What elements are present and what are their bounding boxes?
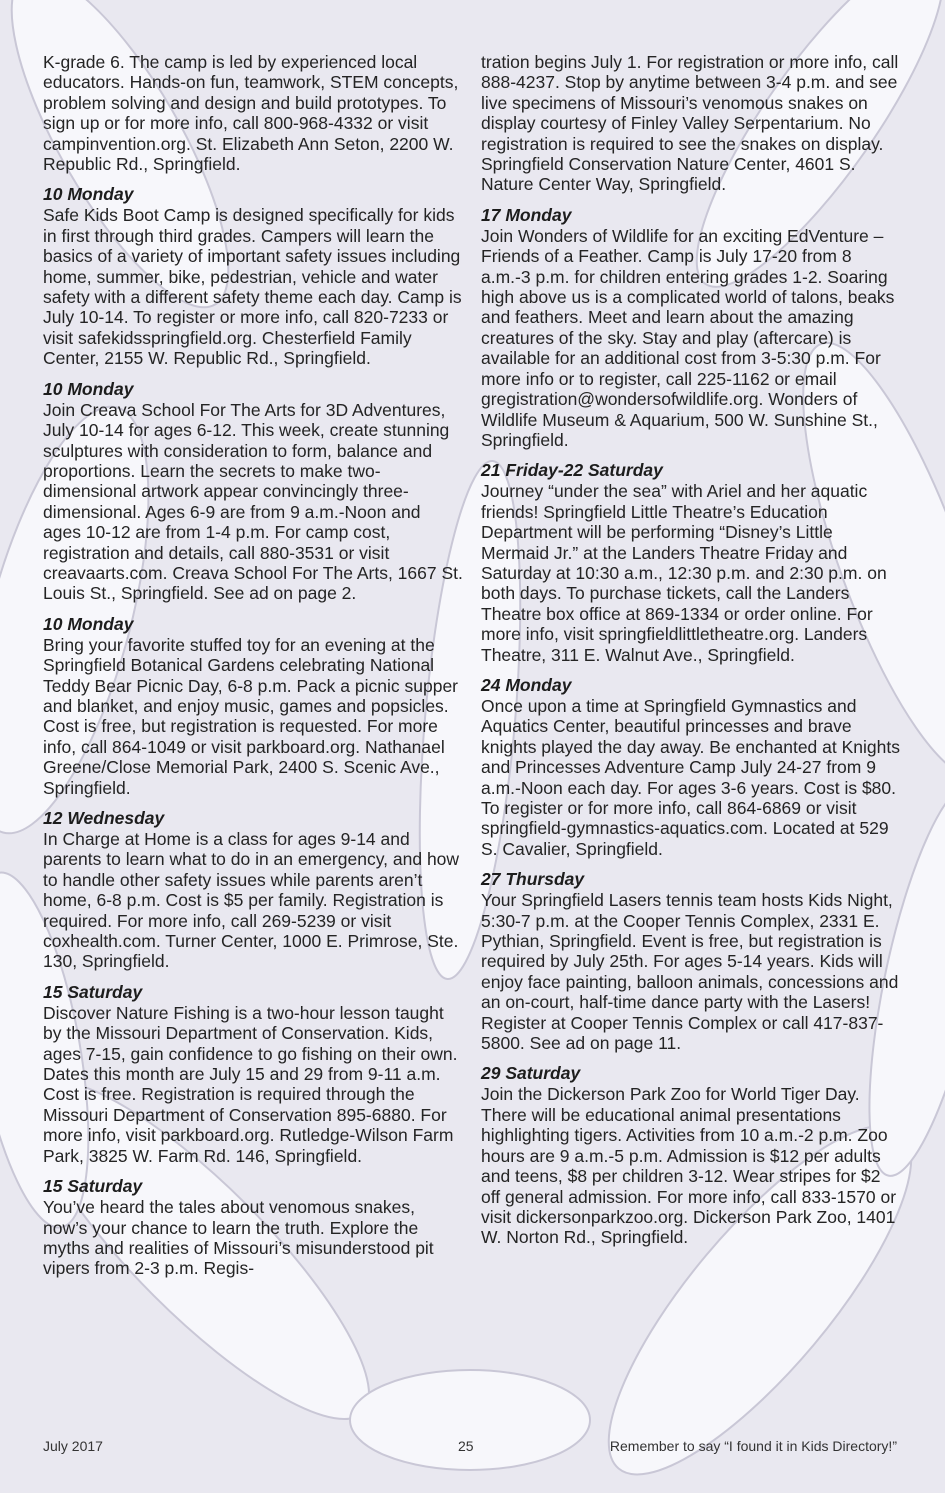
event-description: Join Creava School For The Arts for 3D Adventures, July 10-14 for ages 6-12. This week, create stunning sculptures with consideration to form, balance and proportions. Learn the secrets to make two-dimensional artwork appear convincingly three-dimensional. Ages 6-9 are from 9 a.m.-Noon and ages 10-12 are from 1-4 p.m. For camp cost, registration and details, call 880-3531 or visit creavaarts.com. Creava School For The Arts, 1667 St. Louis St., Springfield. See ad on page 2. bbox=[43, 399, 463, 604]
right-column bbox=[481, 52, 901, 1258]
event-date: 21 Friday-22 Saturday bbox=[481, 460, 663, 481]
left-column bbox=[43, 52, 463, 1289]
entry-text: K-grade 6. The camp is led by experienced local educators. Hands-on fun, teamwork, STEM concepts, problem solving and design and build prototypes. To sign up or for more info, call 800-968-4332 or visit campinvention.org. St. Elizabeth Ann Seton, 2200 W. Republic Rd., Springfield. bbox=[43, 52, 459, 175]
event-description: Journey “under the sea” with Ariel and her aquatic friends! Springfield Little Theatre’s Education Department will be performing “Disney’s Little Mermaid Jr.” at the Landers Theatre Friday and Saturday at 10:30 a.m., 12:30 p.m. and 2:30 p.m. on both days. To purchase tickets, call the Landers Theatre box office at 869-1334 or order online. For more info, visit springfieldlittletheatre.org. Landers Theatre, 311 E. Walnut Ave., Springfield. bbox=[481, 481, 887, 665]
footer-issue-date: July 2017 bbox=[43, 1438, 103, 1454]
event-entry bbox=[481, 1063, 901, 1247]
event-entry bbox=[43, 808, 463, 972]
continued-entry bbox=[43, 52, 463, 174]
event-entry bbox=[43, 982, 463, 1166]
event-entry bbox=[43, 379, 463, 604]
event-date: 29 Saturday bbox=[481, 1063, 581, 1084]
event-date: 15 Saturday bbox=[43, 1176, 143, 1197]
event-description: In Charge at Home is a class for ages 9-14 and parents to learn what to do in an emergency, and how to handle other safety issues while parents aren’t home, 6-8 p.m. Cost is $5 per family. Registration is required. For more info, call 269-5239 or visit coxhealth.com. Turner Center, 1000 E. Primrose, Ste. 130, Springfield. bbox=[43, 829, 460, 972]
continued-entry bbox=[481, 52, 901, 195]
event-date: 10 Monday bbox=[43, 613, 134, 634]
event-date: 12 Wednesday bbox=[43, 808, 165, 828]
event-date: 17 Monday bbox=[481, 204, 572, 225]
event-description: Join the Dickerson Park Zoo for World Tiger Day. There will be educational animal presentations highlighting tigers. Activities from 10 a.m.-2 p.m. Zoo hours are 9 a.m.-5 p.m. Admission is $12 per adults and teens, $8 per children 3-12. Wear stripes for $2 off general admission. For more info, call 833-1570 or visit dickersonparkzoo.org. Dickerson Park Zoo, 1401 W. Norton Rd., Springfield. bbox=[481, 1084, 897, 1248]
event-date: 15 Saturday bbox=[43, 981, 143, 1002]
entry-text: tration begins July 1. For registration or more info, call 888-4237. Stop by anytime between 3-4 p.m. and see live specimens of Missouri’s venomous snakes on display courtesy of Finley Valley Serpentarium. No registration is required to see the snakes on display. Springfield Conservation Nature Center, 4601 S. Nature Center Way, Springfield. bbox=[481, 52, 899, 195]
event-description: Your Springfield Lasers tennis team hosts Kids Night, 5:30-7 p.m. at the Cooper Tennis Complex, 2331 E. Pythian, Springfield. Event is free, but registration is required by July 25th. For ages 5-14 years. Kids will enjoy face painting, balloon animals, concessions and an on-court, half-time dance party with the Lasers! Register at Cooper Tennis Complex or call 417-837-5800. See ad on page 11. bbox=[481, 890, 899, 1054]
event-description: Bring your favorite stuffed toy for an evening at the Springfield Botanical Gardens celebrating National Teddy Bear Picnic Day, 6-8 p.m. Pack a picnic supper and blanket, and enjoy music, games and popsicles. Cost is free, but registration is requested. For more info, call 864-1049 or visit parkboard.org. Nathanael Greene/Close Memorial Park, 2400 S. Scenic Ave., Springfield. bbox=[43, 634, 459, 798]
event-description: Once upon a time at Springfield Gymnastics and Aquatics Center, beautiful princesses and brave knights played the day away. Be enchanted at Knights and Princesses Adventure Camp July 24-27 from 9 a.m.-Noon each day. For ages 3-6 years. Cost is $80. To register or for more info, call 864-6869 or visit springfield-gymnastics-aquatics.com. Located at 529 S. Cavalier, Springfield. bbox=[481, 695, 900, 859]
event-description: You’ve heard the tales about venomous snakes, now’s your chance to learn the truth. Explore the myths and realities of Missouri’s misunderstood pit vipers from 2-3 p.m. Regis- bbox=[43, 1197, 434, 1279]
event-description: Safe Kids Boot Camp is designed specifically for kids in first through third grades. Campers will learn the basics of a variety of important safety issues including home, summer, bike, pedestrian, vehicle and water safety with a different safety theme each day. Camp is July 10-14. To register or more info, call 820-7233 or visit safekidsspringfield.org. Chesterfield Family Center, 2155 W. Republic Rd., Springfield. bbox=[43, 205, 462, 369]
footer-page-number: 25 bbox=[458, 1438, 474, 1454]
event-entry bbox=[481, 460, 901, 665]
event-date: 27 Thursday bbox=[481, 869, 585, 890]
event-entry bbox=[43, 1176, 463, 1279]
event-description: Join Wonders of Wildlife for an exciting EdVenture – Friends of a Feather. Camp is July 17-20 from 8 a.m.-3 p.m. for children entering grades 1-2. Soaring high above us is a complicated world of talons, beaks and feathers. Meet and learn about the amazing creatures of the sky. Stay and play (aftercare) is available for an additional cost from 3-5:30 p.m. For more info or to register, call 225-1162 or email gregistration@wondersofwildlife.org. Wonders of Wildlife Museum & Aquarium, 500 W. Sunshine St., Springfield. bbox=[481, 225, 895, 450]
footer-tagline: Remember to say “I found it in Kids Directory!” bbox=[609, 1438, 897, 1454]
event-date: 10 Monday bbox=[43, 184, 134, 205]
event-entry bbox=[43, 184, 463, 368]
event-entry bbox=[481, 869, 901, 1053]
event-date: 10 Monday bbox=[43, 378, 134, 399]
event-date: 24 Monday bbox=[481, 674, 572, 695]
event-entry bbox=[481, 205, 901, 450]
event-description: Discover Nature Fishing is a two-hour lesson taught by the Missouri Department of Conservation. Kids, ages 7-15, gain confidence to go fishing on their own. Dates this month are July 15 and 29 from 9-11 a.m. Cost is free. Registration is required through the Missouri Department of Conservation 895-6880. For more info, visit parkboard.org. Rutledge-Wilson Farm Park, 3825 W. Farm Rd. 146, Springfield. bbox=[43, 1002, 458, 1166]
event-entry bbox=[43, 614, 463, 798]
event-entry bbox=[481, 675, 901, 859]
